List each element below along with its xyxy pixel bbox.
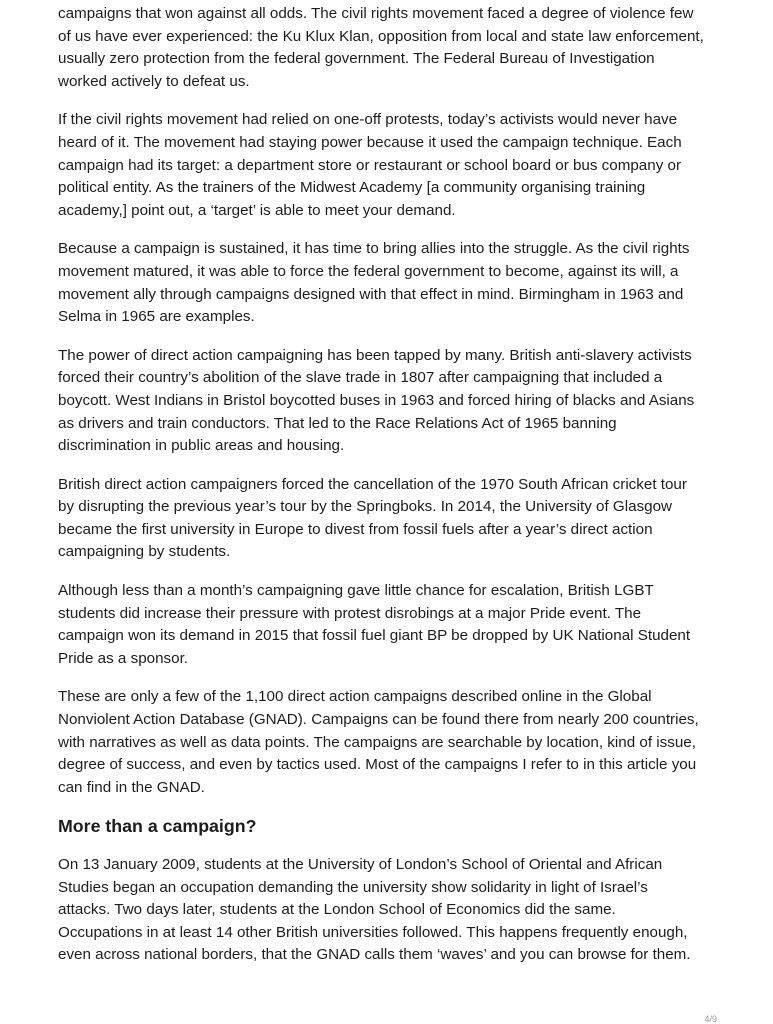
paragraph-1: campaigns that won against all odds. The civil rights movement faced a degree of violence few of us have ever experienced: the Ku Klux Klan, opposition from local and state law enforcement, usually zero protection from the federal government. The Federal Bureau of Investigation worked actively to defeat us.	[58, 5, 704, 90]
section-heading: More than a campaign?	[58, 816, 257, 837]
section-paragraph-1: On 13 January 2009, students at the University of London’s School of Oriental and African Studies began an occupation demanding the university show solidarity in light of Israel’s attacks. Two days later, students at the London School of Economics did the same. Occupations in at least 14 other British universities followed. This happens frequently enough, even across national borders, that the GNAD calls them ‘waves’ and you can browse for them.	[58, 856, 691, 964]
paragraph-4: The power of direct action campaigning has been tapped by many. British anti-slavery activists forced their country’s abolition of the slave trade in 1807 after campaigning that included a boycott. West Indians in Bristol boycotted buses in 1963 and forced hiring of blacks and Asians as drivers and train conductors. That led to the Race Relations Act of 1965 banning discrimination in public areas and housing.	[58, 346, 695, 455]
paragraph-3: Because a campaign is sustained, it has time to bring allies into the struggle. As the civil rights movement matured, it was able to force the federal government to become, against its will, a movement ally through campaigns designed with that effect in mind. Birmingham in 1963 and Selma in 1965 are examples.	[58, 240, 690, 326]
article-body	[58, 3, 704, 983]
paragraph-2: If the civil rights movement had relied on one-off protests, today’s activists would never have heard of it. The movement had staying power because it used the campaign technique. Each campaign had its target: a department store or restaurant or school board or bus company or political entity. As the trainers of the Midwest Academy [a community organising training academy,] point out, a ‘target’ is able to meet your demand.	[58, 111, 682, 219]
paragraph-7: These are only a few of the 1,100 direct action campaigns described online in the Global Nonviolent Action Database (GNAD). Campaigns can be found there from nearly 200 countries, with narratives as well as data points. The campaigns are searchable by location, kind of issue, degree of success, and even by tactics used. Most of the campaigns I refer to in this article you can find in the GNAD.	[58, 688, 699, 796]
page-number: 4/9	[704, 1014, 717, 1024]
paragraph-5: British direct action campaigners forced the cancellation of the 1970 South African cricket tour by disrupting the previous year’s tour by the Springboks. In 2014, the University of Glasgow became the first university in Europe to divest from fossil fuels after a year’s direct action campaigning by students.	[58, 475, 687, 561]
paragraph-6: Although less than a month’s campaigning gave little chance for escalation, British LGBT students did increase their pressure with protest disrobings at a major Pride event. The campaign won its demand in 2015 that fossil fuel giant BP be dropped by UK National Student Pride as a sponsor.	[58, 582, 691, 667]
